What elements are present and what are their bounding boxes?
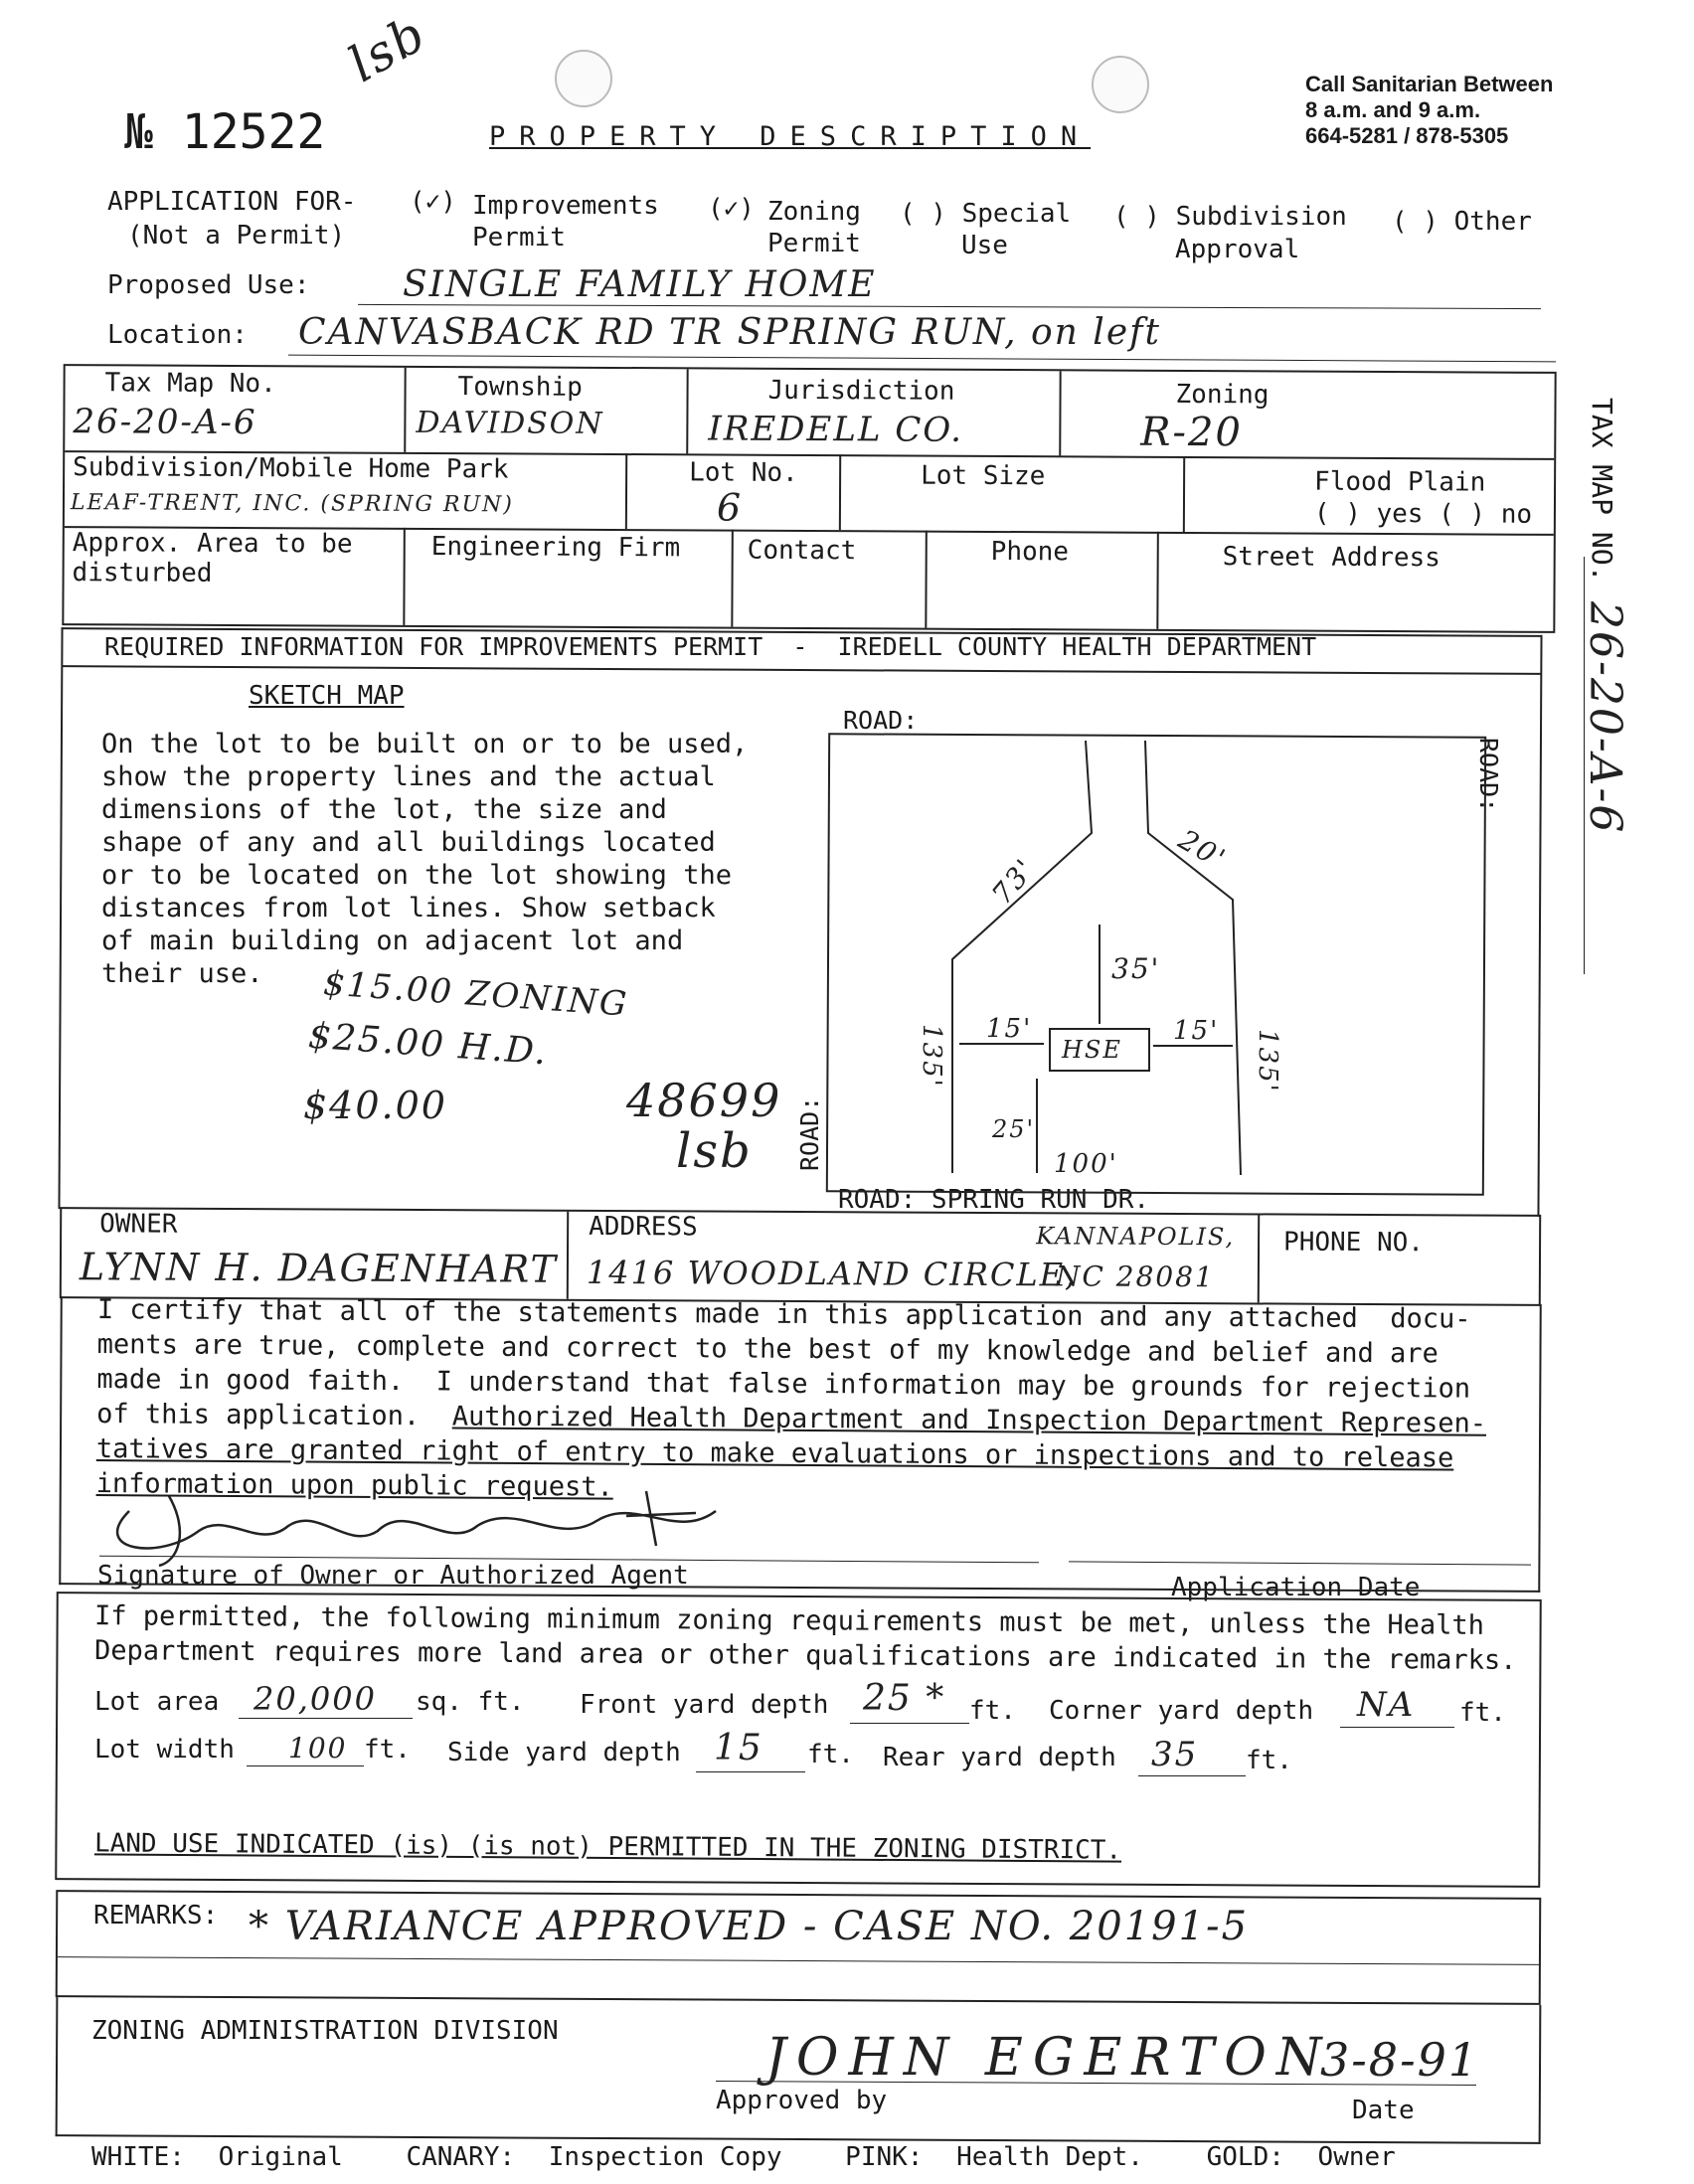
road-bottom-label: ROAD: SPRING RUN DR. (838, 1185, 1150, 1215)
subdivision-cell (65, 450, 627, 529)
application-date-label: Application Date (1171, 1573, 1421, 1602)
location-label: Location: (107, 320, 248, 350)
requirements-line1: If permitted, the following minimum zoning requirements must be met, unless the Health (93, 1600, 1485, 1641)
improvements-label-2: Permit (472, 223, 566, 252)
rear-yard-underline (1138, 1775, 1246, 1776)
footer-gold-value: Owner (1317, 2142, 1396, 2172)
special-use-label-2: Use (961, 231, 1008, 260)
instruction-line: dimensions of the lot, the size and (101, 794, 667, 825)
other-option[interactable]: ( ) Other (1392, 207, 1532, 237)
dim-135-left: 135' (917, 1024, 946, 1089)
call-sanitarian-phones: 664-5281 / 878-5305 (1305, 123, 1509, 148)
improvements-checkbox[interactable]: (✓) (410, 187, 456, 217)
footer-white-value: Original (218, 2142, 343, 2172)
instruction-line: distances from lot lines. Show setback (101, 893, 716, 924)
not-a-permit-label: (Not a Permit) (127, 221, 346, 251)
signature-label: Signature of Owner or Authorized Agent (97, 1561, 689, 1591)
jurisdiction-value: IREDELL CO. (708, 409, 964, 450)
dim-15-right: 15' (1173, 1016, 1220, 1046)
owner-cell (62, 1209, 569, 1299)
corner-yard-value: NA (1357, 1685, 1416, 1725)
receipt-initials: lsb (676, 1123, 753, 1179)
punch-hole (555, 50, 612, 107)
certification-text (96, 1292, 1487, 1511)
dim-100: 100' (1054, 1149, 1118, 1179)
instruction-line: shape of any and all buildings located (101, 827, 716, 858)
lot-area-underline (239, 1718, 413, 1719)
cert-line: ments are true, complete and correct to the best of my knowledge and belief and are (96, 1328, 1439, 1370)
zoning-label-2: Permit (767, 229, 861, 258)
proposed-use-underline (358, 304, 1541, 309)
lot-no-label: Lot No. (689, 457, 798, 488)
side-tax-map-label: TAX MAP NO. (1586, 398, 1618, 583)
corner-yard-label: Corner yard depth (1049, 1696, 1314, 1726)
approx-area-label-2: disturbed (72, 558, 213, 588)
flood-plain-options[interactable]: ( ) yes ( ) no (1313, 498, 1533, 530)
street-address-cell (1158, 532, 1557, 631)
dim-15-left: 15' (986, 1014, 1033, 1044)
address-value: 1416 WOODLAND CIRCLE, (586, 1253, 1078, 1294)
front-yard-ft: ft. (969, 1696, 1016, 1726)
lot-area-value: 20,000 (254, 1680, 377, 1718)
tax-map-value: 26-20-A-6 (73, 402, 257, 443)
land-use-statement: LAND USE INDICATED (is) (is not) PERMITTED IN THE ZONING DISTRICT. (93, 1828, 1122, 1866)
owner-label: OWNER (99, 1209, 178, 1240)
front-yard-value: 25 * (863, 1678, 946, 1719)
phone-no-label: PHONE NO. (1283, 1227, 1425, 1259)
zoning-checkbox[interactable]: (✓) (708, 194, 755, 224)
zoning-field-value: R-20 (1140, 409, 1244, 456)
approved-by-label: Approved by (716, 2086, 888, 2115)
copy-distribution-footer (91, 2142, 1396, 2172)
side-yard-ft: ft. (807, 1740, 854, 1769)
sketch-header: REQUIRED INFORMATION FOR IMPROVEMENTS PERMIT - IREDELL COUNTY HEALTH DEPARTMENT (104, 632, 1317, 661)
approx-area-cell (64, 526, 406, 625)
approver-signature: JOHN EGERTON (765, 2028, 1332, 2088)
instruction-line: show the property lines and the actual (101, 761, 716, 792)
subdivision-label: Subdivision/Mobile Home Park (73, 452, 509, 485)
lot-size-label: Lot Size (921, 460, 1046, 492)
owner-value: LYNN H. DAGENHART (79, 1245, 558, 1291)
subdivision-value: LEAF-TRENT, INC. (SPRING RUN) (70, 490, 514, 518)
application-for-label: APPLICATION FOR- (107, 187, 357, 217)
lot-area-label: Lot area (94, 1687, 220, 1717)
proposed-use-label: Proposed Use: (107, 270, 310, 300)
info-row-1 (65, 366, 1554, 460)
lot-size-cell (841, 454, 1185, 532)
approval-date-label: Date (1352, 2096, 1415, 2125)
owner-row (60, 1207, 1541, 1306)
corner-yard-underline (1340, 1727, 1454, 1728)
tax-map-cell (65, 366, 406, 452)
side-yard-underline (696, 1771, 805, 1772)
punch-hole (1092, 56, 1149, 113)
improvements-label: Improvements (472, 191, 659, 221)
footer-pink-value: Health Dept. (956, 2142, 1143, 2172)
sqft-label: sq. ft. (416, 1687, 525, 1717)
call-sanitarian-line2: 8 a.m. and 9 a.m. (1305, 97, 1481, 122)
phone-cell (927, 531, 1159, 629)
lot-no-cell (627, 453, 841, 530)
side-yard-value: 15 (714, 1728, 763, 1768)
contact-cell (733, 530, 928, 628)
tax-map-label: Tax Map No. (104, 368, 276, 400)
engineering-cell (405, 528, 734, 627)
proposed-use-value: SINGLE FAMILY HOME (403, 264, 877, 305)
form-number: № 12522 (124, 104, 326, 160)
cert-line-4b: Authorized Health Department and Inspection Department Represen- (451, 1401, 1487, 1439)
contact-label: Contact (747, 535, 857, 567)
zoning-label: Zoning (767, 197, 861, 227)
front-yard-underline (850, 1723, 969, 1724)
lot-width-value: 100 (288, 1732, 348, 1764)
road-right-label: ROAD: (1474, 738, 1503, 813)
instruction-line: of main building on adjacent lot and (101, 925, 684, 956)
fee-zoning: $15.00 ZONING (321, 963, 630, 1025)
lot-width-label: Lot width (94, 1735, 235, 1764)
lot-width-underline (247, 1765, 364, 1766)
info-row-3 (64, 526, 1553, 631)
road-top-label: ROAD: (843, 706, 919, 735)
phone-no-cell (1260, 1215, 1543, 1303)
rear-yard-ft: ft. (1246, 1746, 1292, 1775)
call-sanitarian-line1: Call Sanitarian Between (1305, 72, 1554, 96)
dim-73: 73' (985, 852, 1043, 911)
rear-yard-label: Rear yard depth (883, 1743, 1116, 1772)
page-title: PROPERTY DESCRIPTION (489, 121, 1092, 152)
subdivision-approval-option[interactable]: ( ) Subdivision (1113, 202, 1347, 232)
township-cell (406, 368, 688, 453)
header-initials: lsb (338, 3, 436, 94)
footer-white-label: WHITE: (91, 2142, 185, 2172)
approval-date-value: 3-8-91 (1320, 2033, 1480, 2087)
address-label: ADDRESS (589, 1211, 698, 1243)
township-label: Township (457, 372, 583, 403)
footer-pink-label: PINK: (845, 2142, 924, 2172)
phone-label: Phone (990, 536, 1070, 568)
info-row-2 (65, 450, 1554, 536)
fee-total: $40.00 (303, 1084, 447, 1127)
cert-line: I certify that all of the statements made in this application and any attached docu- (96, 1294, 1471, 1335)
instruction-line: or to be located on the lot showing the (101, 860, 732, 891)
cert-line: information upon public request. (95, 1467, 613, 1503)
flood-plain-label: Flood Plain (1314, 466, 1486, 498)
requirements-line2: Department requires more land area or other qualifications are indicated in the remarks. (93, 1635, 1517, 1676)
info-grid (62, 364, 1556, 633)
side-tax-map-value: 26-20-A-6 (1580, 601, 1630, 835)
house-label: HSE (1062, 1036, 1122, 1064)
lot-no-value: 6 (716, 485, 744, 530)
rear-yard-value: 35 (1151, 1735, 1199, 1774)
cert-line: tatives are granted right of entry to make evaluations or inspections and to release (95, 1432, 1454, 1474)
side-yard-label: Side yard depth (447, 1738, 681, 1767)
flood-plain-cell (1185, 456, 1558, 534)
front-yard-label: Front yard depth (580, 1690, 829, 1720)
footer-gold-label: GOLD: (1206, 2142, 1284, 2172)
corner-yard-ft: ft. (1459, 1698, 1506, 1728)
footer-canary-label: CANARY: (406, 2142, 516, 2172)
lot-width-ft: ft. (364, 1735, 411, 1764)
cert-line-4a: of this application. (96, 1398, 452, 1432)
side-tax-map-line (1584, 557, 1585, 974)
approx-area-label: Approx. Area to be (72, 528, 353, 560)
dim-25: 25' (992, 1115, 1036, 1143)
cert-line: made in good faith. I understand that false information may be grounds for rejection (96, 1363, 1471, 1405)
address-cell (569, 1212, 1260, 1303)
special-use-option[interactable]: ( ) Special (900, 199, 1072, 229)
zoning-division-label: ZONING ADMINISTRATION DIVISION (91, 2016, 559, 2046)
road-left-label: ROAD: (795, 1095, 824, 1171)
zoning-field-label: Zoning (1175, 379, 1270, 411)
street-address-label: Street Address (1222, 542, 1440, 574)
sketch-title: SKETCH MAP (249, 681, 405, 711)
receipt-number: 48699 (626, 1074, 782, 1127)
address-city: KANNAPOLIS, (1036, 1222, 1236, 1252)
fee-health-dept: $25.00 H.D. (306, 1015, 550, 1074)
location-underline (288, 355, 1556, 363)
dim-35: 35' (1111, 952, 1161, 985)
address-state: NC 28081 (1055, 1260, 1215, 1294)
footer-canary-value: Inspection Copy (548, 2142, 782, 2172)
location-value: CANVASBACK RD TR SPRING RUN, on left (298, 312, 1161, 353)
remarks-value: * VARIANCE APPROVED - CASE NO. 20191-5 (249, 1904, 1250, 1949)
jurisdiction-label: Jurisdiction (767, 375, 955, 407)
instruction-line: On the lot to be built on or to be used, (101, 729, 749, 759)
remarks-label: REMARKS: (93, 1901, 219, 1931)
jurisdiction-cell (688, 369, 1061, 455)
subdivision-approval-label-2: Approval (1175, 235, 1300, 264)
zoning-cell (1061, 371, 1558, 458)
township-value: DAVIDSON (416, 405, 604, 441)
sketch-instructions (101, 728, 748, 990)
engineering-label: Engineering Firm (430, 532, 681, 564)
dim-135-right: 135' (1253, 1029, 1282, 1093)
instruction-line: their use. (101, 958, 263, 989)
dim-20: 20' (1173, 822, 1233, 877)
